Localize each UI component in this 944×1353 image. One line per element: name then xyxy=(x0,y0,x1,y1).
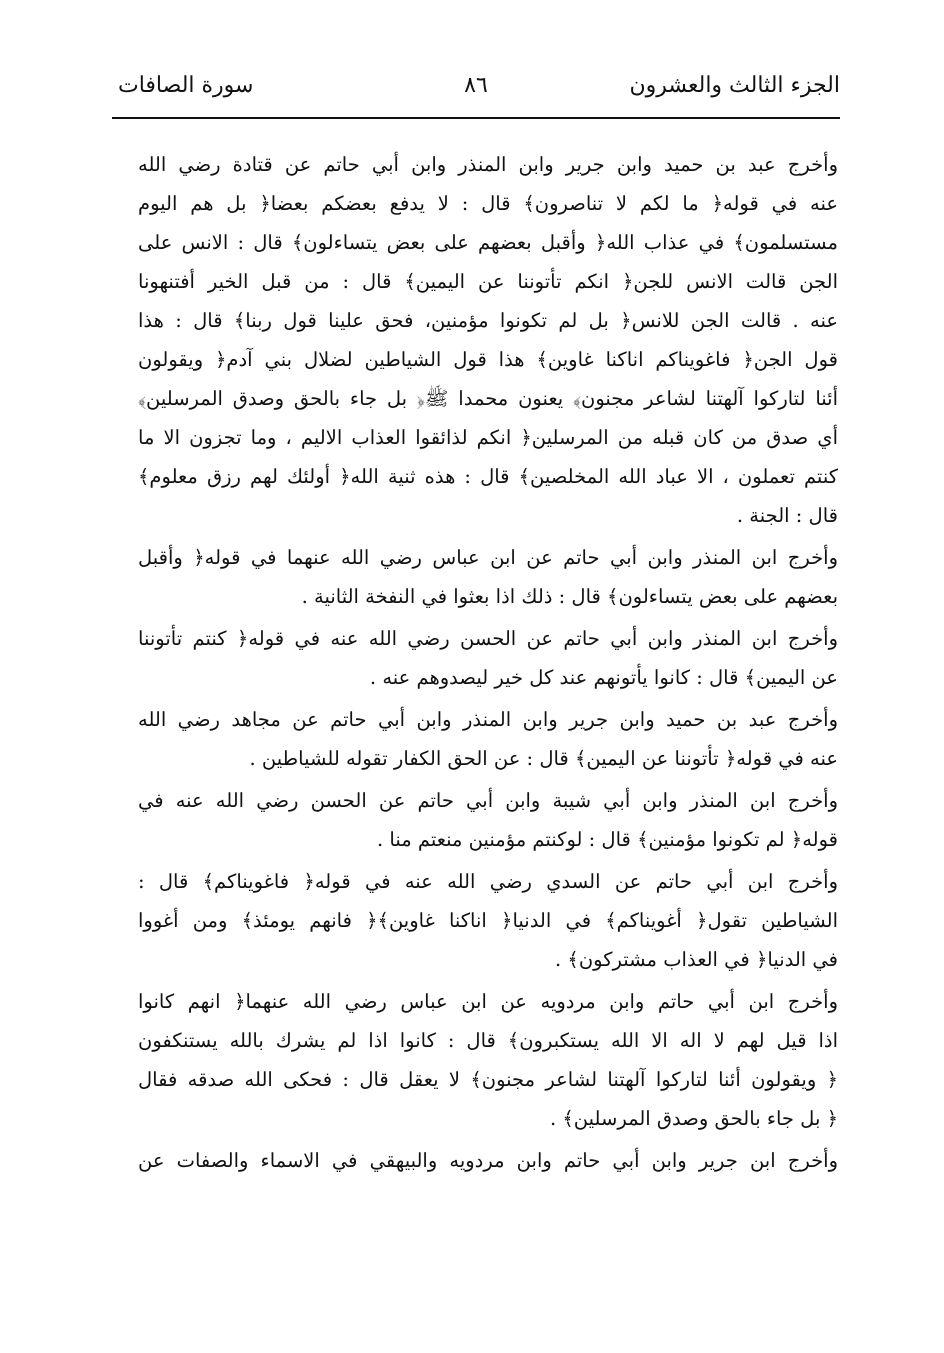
paragraph xyxy=(138,619,838,697)
paragraph xyxy=(138,862,838,979)
text-line: اذا قيل لهم لا اله الا الله يستكبرون﴾ قال : كانوا اذا لم يشرك بالله يستنكفون xyxy=(138,1029,838,1052)
text-line: الجن قالت الانس للجن﴿ انكم تأتوننا عن اليمين﴾ قال : من قبل الخير أفتنهونا xyxy=(138,270,838,293)
text-line: عنه . قالت الجن للانس﴿ بل لم تكونوا مؤمنين، فحق علينا قول ربنا﴾ قال : هذا xyxy=(138,309,838,332)
text-line: عنه في قوله﴿ تأتوننا عن اليمين﴾ قال : عن الحق الكفار تقوله للشياطين . xyxy=(249,747,838,770)
text-line: كنتم تعملون ، الا عباد الله المخلصين﴾ قال : هذه ثنية الله﴿ أولئك لهم رزق معلوم﴾ xyxy=(138,465,838,488)
paragraph xyxy=(138,538,838,616)
text-line: وأخرج ابن جرير وابن أبي حاتم وابن مردويه والبيهقي في الاسماء والصفات عن xyxy=(138,1149,838,1172)
text-line: وأخرج ابن المنذر وابن أبي حاتم عن الحسن رضي الله عنه في قوله﴿ كنتم تأتوننا xyxy=(138,627,838,650)
running-head-part: الجزء الثالث والعشرون xyxy=(629,73,840,98)
paragraph xyxy=(138,145,838,535)
text-line: أي صدق من كان قبله من المرسلين﴿ انكم لذائقوا العذاب الاليم ، وما تجزون الا ما xyxy=(138,426,838,449)
paragraph xyxy=(138,781,838,859)
text-line: الشياطين تقول﴿ أغويناكم﴾ في الدنيا﴿ اناكنا غاوين﴾﴿ فانهم يومئذ﴾ ومن أغووا xyxy=(138,909,838,932)
text-line: وأخرج عبد بن حميد وابن جرير وابن المنذر وابن أبي حاتم عن مجاهد رضي الله xyxy=(138,708,838,731)
header-rule xyxy=(112,117,840,119)
text-line: مستسلمون﴾ في عذاب الله﴿ وأقبل بعضهم على بعض يتساءلون﴾ قال : الانس على xyxy=(138,231,838,254)
text-line: وأخرج ابن أبي حاتم عن السدي رضي الله عنه في قوله﴿ فاغويناكم﴾ قال : xyxy=(138,870,838,893)
text-line: أئنا لتاركوا آلهتنا لشاعر مجنون﴾ يعنون محمدا ﷺ﴿ بل جاء بالحق وصدق المرسلين﴾ xyxy=(138,387,838,410)
text-line: قال : الجنة . xyxy=(736,504,838,527)
page-header xyxy=(112,68,840,108)
text-line: عنه في قوله﴿ ما لكم لا تناصرون﴾ قال : لا يدفع بعضكم بعضا﴿ بل هم اليوم xyxy=(138,192,838,215)
paragraph xyxy=(138,982,838,1138)
text-line: وأخرج ابن المنذر وابن أبي شيبة وابن أبي حاتم عن الحسن رضي الله عنه في xyxy=(138,789,838,812)
paragraph xyxy=(138,700,838,778)
text-line: ﴿ ويقولون أئنا لتاركوا آلهتنا لشاعر مجنون﴾ لا يعقل قال : فحكى الله صدقه فقال xyxy=(138,1068,838,1091)
text-line: وأخرج ابن المنذر وابن أبي حاتم عن ابن عباس رضي الله عنهما في قوله﴿ وأقبل xyxy=(138,546,838,569)
paragraph xyxy=(138,1141,838,1180)
text-line: في الدنيا﴿ في العذاب مشتركون﴾ . xyxy=(555,948,838,971)
text-line: قوله﴿ لم تكونوا مؤمنين﴾ قال : لوكنتم مؤمنين منعتم منا . xyxy=(376,828,838,851)
text-line: قول الجن﴿ فاغويناكم اناكنا غاوين﴾ هذا قول الشياطين لضلال بني آدم﴿ ويقولون xyxy=(138,348,838,371)
text-line: ﴿ بل جاء بالحق وصدق المرسلين﴾ . xyxy=(549,1107,838,1130)
page-body xyxy=(138,145,838,1180)
text-line: وأخرج عبد بن حميد وابن جرير وابن المنذر وابن أبي حاتم عن قتادة رضي الله xyxy=(138,153,838,176)
page-number: ٨٦ xyxy=(464,73,488,98)
text-line: عن اليمين﴾ قال : كانوا يأتونهم عند كل خير ليصدوهم عنه . xyxy=(369,666,838,689)
text-line: وأخرج ابن أبي حاتم وابن مردويه عن ابن عباس رضي الله عنهما﴿ انهم كانوا xyxy=(138,990,838,1013)
running-head-surah: سورة الصافات xyxy=(118,73,254,98)
text-line: بعضهم على بعض يتساءلون﴾ قال : ذلك اذا بعثوا في النفخة الثانية . xyxy=(301,585,838,608)
